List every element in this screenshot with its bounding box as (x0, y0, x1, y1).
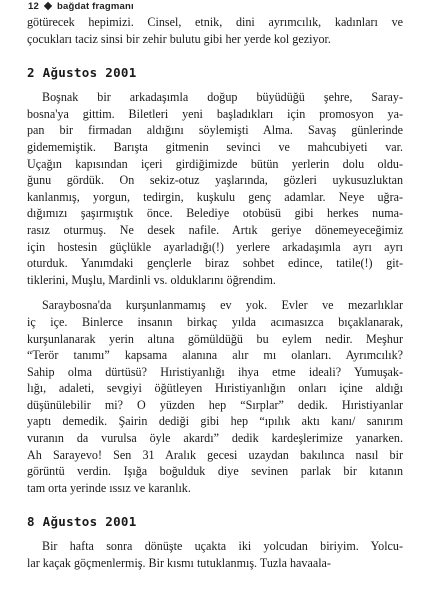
text-line: görüntü verdin. Işığa boğulduk diye sevinen parlak bir kıtanın (27, 464, 403, 479)
paragraph (27, 297, 403, 496)
text-line: tiklerini, Muşlu, Mardinli vs. olduklarını öğrendim. (27, 272, 276, 287)
paragraph (27, 14, 403, 47)
text-line: tam orta yerinde ıssız ve karanlık. (27, 480, 191, 495)
text-line: için hostesin güçlükle ayarladığı(!) yerlere arkadaşımla ayrı ayrı (27, 239, 403, 254)
text-line: çocukları taciz sinsi bir zehir bulutu gibi her yerde kol geziyor. (27, 31, 331, 46)
text-line: Saraybosna'da kurşunlanmamış ev yok. Evler ve mezarlıklar (42, 298, 403, 313)
text-line: Uçağın kapısından içeri girdiğimizde bütün yerlerin dolu oldu- (27, 156, 403, 171)
text-line: kanlanmış, yorgun, tedirgin, kuşkulu genç adamlar. Neye uğra- (27, 189, 403, 204)
diary-date-heading: 2 Ağustos 2001 (27, 65, 137, 81)
text-line: lığı, adaleti, sevgiyi öğütleyen Hıristiyanlığın onları içine aldığı (27, 381, 403, 396)
text-line: Boşnak bir arkadaşımla doğup büyüdüğü şehre, Saray- (42, 90, 403, 105)
running-header (28, 0, 134, 12)
text-line: ğunu gördük. On sekiz-otuz yaşlarında, gözleri uykusuzluktan (27, 173, 403, 188)
text-line: kurşunlanarak yerin altına gömüldüğü bu eylem nedir. Meşhur (27, 331, 403, 346)
text-line: “Terör tanımı” kapsama alanına alır mı olanları. Ayrımcılık? (27, 348, 403, 363)
text-line: dığımızı şaşırmıştık önce. Belediye otobüsü gibi herkes numa- (27, 206, 403, 221)
text-line: vuranın da vurulsa öyle akardı” dedik kardeşlerimize yanarken. (27, 431, 403, 446)
text-line: rasız oturmuş. Ne desek nafile. Artık geriye dönemeyeceğimiz (27, 222, 403, 237)
paragraph (27, 89, 403, 288)
text-line: oturduk. Yanımdaki gençlerle biraz sohbet edince, tatile(!) git- (27, 256, 403, 271)
text-line: gidememiştik. Barışta gitmenin sevinci ve mahcubiyeti var. (27, 139, 403, 154)
text-line: iç içe. Binlerce insanın birkaç yılda acımasızca bıçaklanarak, (27, 314, 403, 329)
text-line: Sahip olma dürtüsü? Hıristiyanlığı ihya etme ideali? Yumuşak- (27, 364, 403, 379)
text-line: götürecek hepimizi. Cinsel, etnik, dini ayrımcılık, kadınları ve (27, 15, 403, 29)
text-line: Bir hafta sonra dönüşte uçakta iki yolcudan biriyim. Yolcu- (42, 539, 403, 554)
paragraph (27, 538, 403, 571)
diary-date-heading: 8 Ağustos 2001 (27, 514, 137, 530)
book-title: bağdat fragmanı (56, 0, 134, 12)
text-line: bosna'ya gittim. Biletleri yeni başladıkları için promosyon ya- (27, 106, 403, 121)
text-line: düşünülebilir mi? O yüzden hep “Sırplar” dedik. Hıristiyanlar (27, 397, 403, 412)
text-line: Ah Sarayevo! Sen 31 Aralık gecesi uzaydan bakılınca nasıl bir (27, 447, 403, 462)
diamond-ornament-icon (44, 2, 52, 10)
page-number: 12 (28, 0, 39, 12)
text-line: pan bir firmadan aldığını söylemişti Alma. Savaş günlerinde (27, 123, 403, 138)
page-body (27, 14, 403, 572)
text-line: lar kaçak göçmenlermiş. Bir kısmı tutuklanmış. Tuzla havaala- (27, 556, 331, 571)
text-line: yaptı demedik. Şairin dediği gibi hep “ıpılık aktı kanı/ sanırım (27, 414, 403, 429)
